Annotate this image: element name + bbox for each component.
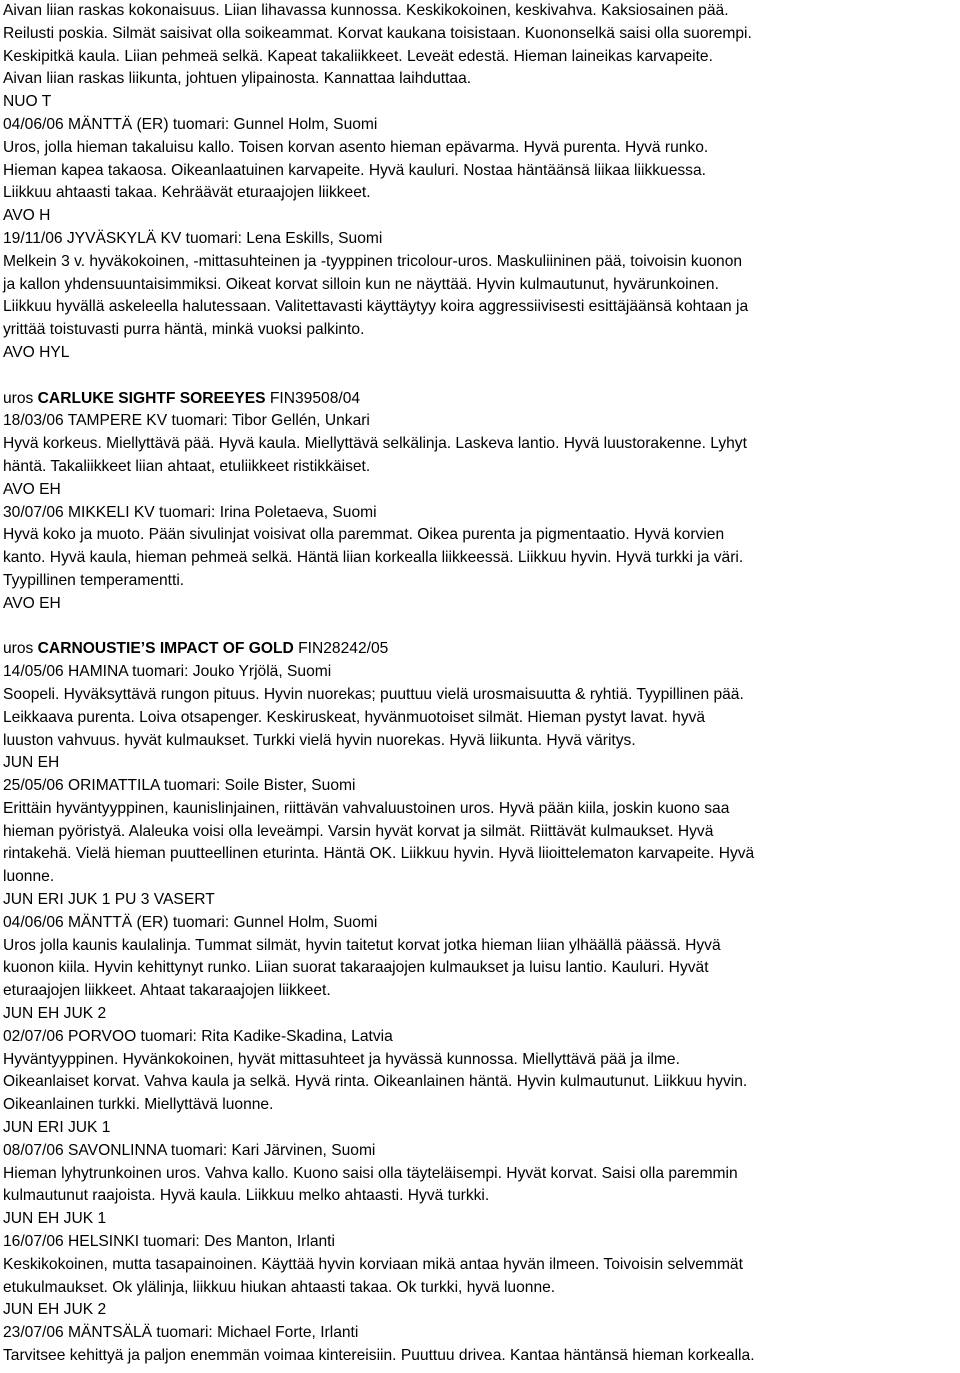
text-line: AVO EH [3,594,61,612]
dog-name: CARNOUSTIE’S IMPACT OF GOLD [37,640,294,658]
text-line: Leikkaava purenta. Loiva otsapenger. Keskiruskeat, hyvänmuotoiset silmät. Hieman pystyt lavat. hyvä [3,708,706,726]
critique-block-3 [3,661,954,1368]
text-line: 02/07/06 PORVOO tuomari: Rita Kadike-Skadina, Latvia [3,1027,393,1045]
text-line: kuonon kiila. Hyvin kehittynyt runko. Liian suorat takaraajojen kulmaukset ja luisu lantio. Kauluri. Hyvät [3,959,709,977]
dog-sex: uros [3,389,38,407]
text-line: Tyypillinen temperamentti. [3,571,185,589]
text-line: Keskipitkä kaula. Liian pehmeä selkä. Kapeat takaliikkeet. Leveät edestä. Hieman laineikas karvapeite. [3,47,713,65]
text-line: JUN EH JUK 1 [3,1210,107,1228]
dog-heading-carluke [3,388,954,411]
text-line: häntä. Takaliikkeet liian ahtaat, etuliikkeet ristikkäiset. [3,457,371,475]
text-line: ja kallon yhdensuuntaisimmiksi. Oikeat korvat silloin kun ne näyttää. Hyvin kulmautunut, hyvärunkoinen. [3,275,719,293]
text-line: Oikeanlainen turkki. Miellyttävä luonne. [3,1096,274,1114]
text-line: Melkein 3 v. hyväkokoinen, -mittasuhteinen ja -tyyppinen tricolour-uros. Maskuliininen pää, toivoisin kuonon [3,252,743,270]
text-line: AVO H [3,207,51,225]
text-line: NUO T [3,93,52,111]
dog-sex: uros [3,640,38,658]
paragraph-gap [3,616,954,639]
text-line: luonne. [3,868,55,886]
text-line: eturaajojen liikkeet. Ahtaat takaraajojen liikkeet. [3,982,331,1000]
text-line: AVO HYL [3,343,70,361]
text-line: JUN EH [3,754,60,772]
text-line: Hyväntyyppinen. Hyvänkokoinen, hyvät mittasuhteet ja hyvässä kunnossa. Miellyttävä pää ja ilme. [3,1050,680,1068]
text-line: JUN EH JUK 2 [3,1301,107,1319]
text-line: Uros, jolla hieman takaluisu kallo. Toisen korvan asento hieman epävarma. Hyvä purenta. Hyvä runko. [3,138,709,156]
text-line: rintakehä. Vielä hieman puutteellinen eturinta. Häntä OK. Liikkuu hyvin. Hyvä liioittelematon karvapeite. Hyvä [3,845,755,863]
text-line: 19/11/06 JYVÄSKYLÄ KV tuomari: Lena Eskills, Suomi [3,229,383,247]
text-line: Aivan liian raskas kokonaisuus. Liian lihavassa kunnossa. Keskikokoinen, keskivahva. Kaksiosainen pää. [3,2,729,19]
text-line: 25/05/06 ORIMATTILA tuomari: Soile Bister, Suomi [3,777,356,795]
text-line: 23/07/06 MÄNTSÄLÄ tuomari: Michael Forte, Irlanti [3,1324,359,1342]
dog-name: CARLUKE SIGHTF SOREEYES [37,389,266,407]
text-line: yrittää toistuvasti purra häntä, minkä vuoksi palkinto. [3,321,365,339]
text-line: Aivan liian raskas liikunta, johtuen ylipainosta. Kannattaa laihduttaa. [3,70,472,88]
text-line: luuston vahvuus. hyvät kulmaukset. Turkki vielä hyvin nuorekas. Hyvä liikunta. Hyvä väritys. [3,731,636,749]
text-line: 04/06/06 MÄNTTÄ (ER) tuomari: Gunnel Holm, Suomi [3,115,378,133]
text-line: AVO EH [3,480,61,498]
text-line: Liikkuu hyvällä askeleella halutessaan. Valitettavasti käyttäytyy koira aggressiivisesti esittäjäänsä kohtaan ja [3,298,749,316]
text-line: 08/07/06 SAVONLINNA tuomari: Kari Järvinen, Suomi [3,1141,376,1159]
text-line: etukulmaukset. Ok ylälinja, liikkuu hiukan ahtaasti takaa. Ok turkki, hyvä luonne. [3,1278,556,1296]
text-line: Liikkuu ahtaasti takaa. Kehräävät eturaajojen liikkeet. [3,184,371,202]
text-line: JUN ERI JUK 1 PU 3 VASERT [3,891,215,909]
dog-heading-carnoustie [3,638,954,661]
text-line: Tarvitsee kehittyä ja paljon enemmän voimaa kintereisiin. Puuttuu drivea. Kantaa häntänsä hieman korkealla. [3,1347,755,1365]
text-line: Erittäin hyväntyyppinen, kaunislinjainen, riittävän vahvaluustoinen uros. Hyvä pään kiila, joskin kuono saa [3,799,730,817]
text-line: Hyvä koko ja muoto. Pään sivulinjat voisivat olla paremmat. Oikea purenta ja pigmentaatio. Hyvä korvien [3,526,725,544]
critique-block-1 [3,0,954,365]
text-line: Reilusti poskia. Silmät saisivat olla soikeammat. Korvat kaukana toisistaan. Kuononselkä saisi olla suorempi. [3,24,752,42]
text-line: kulmautunut raajoista. Hyvä kaula. Liikkuu melko ahtaasti. Hyvä turkki. [3,1187,490,1205]
text-line: 04/06/06 MÄNTTÄ (ER) tuomari: Gunnel Holm, Suomi [3,913,378,931]
dog-registration: FIN39508/04 [265,389,361,407]
text-line: JUN EH JUK 2 [3,1005,107,1023]
text-line: Keskikokoinen, mutta tasapainoinen. Käyttää hyvin korviaan mikä antaa hyvän ilmeen. Toivoisin selvemmät [3,1255,743,1273]
text-line: Soopeli. Hyväksyttävä rungon pituus. Hyvin nuorekas; puuttuu vielä urosmaisuutta & ryhtiä. Tyypillinen pää. [3,685,744,703]
text-line: Oikeanlaiset korvat. Vahva kaula ja selkä. Hyvä rinta. Oikeanlainen häntä. Hyvin kulmautunut. Liikkuu hyvin. [3,1073,748,1091]
text-line: 16/07/06 HELSINKI tuomari: Des Manton, Irlanti [3,1233,335,1251]
text-line: 14/05/06 HAMINA tuomari: Jouko Yrjölä, Suomi [3,663,332,681]
text-line: Hyvä korkeus. Miellyttävä pää. Hyvä kaula. Miellyttävä selkälinja. Laskeva lantio. Hyvä luustorakenne. Lyhyt [3,435,747,453]
text-line: 18/03/06 TAMPERE KV tuomari: Tibor Gellén, Unkari [3,412,370,430]
text-line: JUN ERI JUK 1 [3,1119,111,1137]
text-line: Hieman kapea takaosa. Oikeanlaatuinen karvapeite. Hyvä kauluri. Nostaa häntäänsä liikaa liikkuessa. [3,161,706,179]
text-line: Hieman lyhytrunkoinen uros. Vahva kallo. Kuono saisi olla täyteläisempi. Hyvät korvat. Saisi olla paremmin [3,1164,738,1182]
text-line: 30/07/06 MIKKELI KV tuomari: Irina Poletaeva, Suomi [3,503,377,521]
text-line: hieman pyöristyä. Alaleuka voisi olla leveämpi. Varsin hyvät korvat ja silmät. Riittävät kulmaukset. Hyvä [3,822,714,840]
dog-registration: FIN28242/05 [293,640,389,658]
text-line: Uros jolla kaunis kaulalinja. Tummat silmät, hyvin taitetut korvat jotka hieman liian ylhäällä päässä. Hyvä [3,936,721,954]
critique-block-2 [3,410,954,615]
paragraph-gap [3,365,954,388]
text-line: kanto. Hyvä kaula, hieman pehmeä selkä. Häntä liian korkealla liikkeessä. Liikkuu hyvin. Hyvä turkki ja väri. [3,549,744,567]
